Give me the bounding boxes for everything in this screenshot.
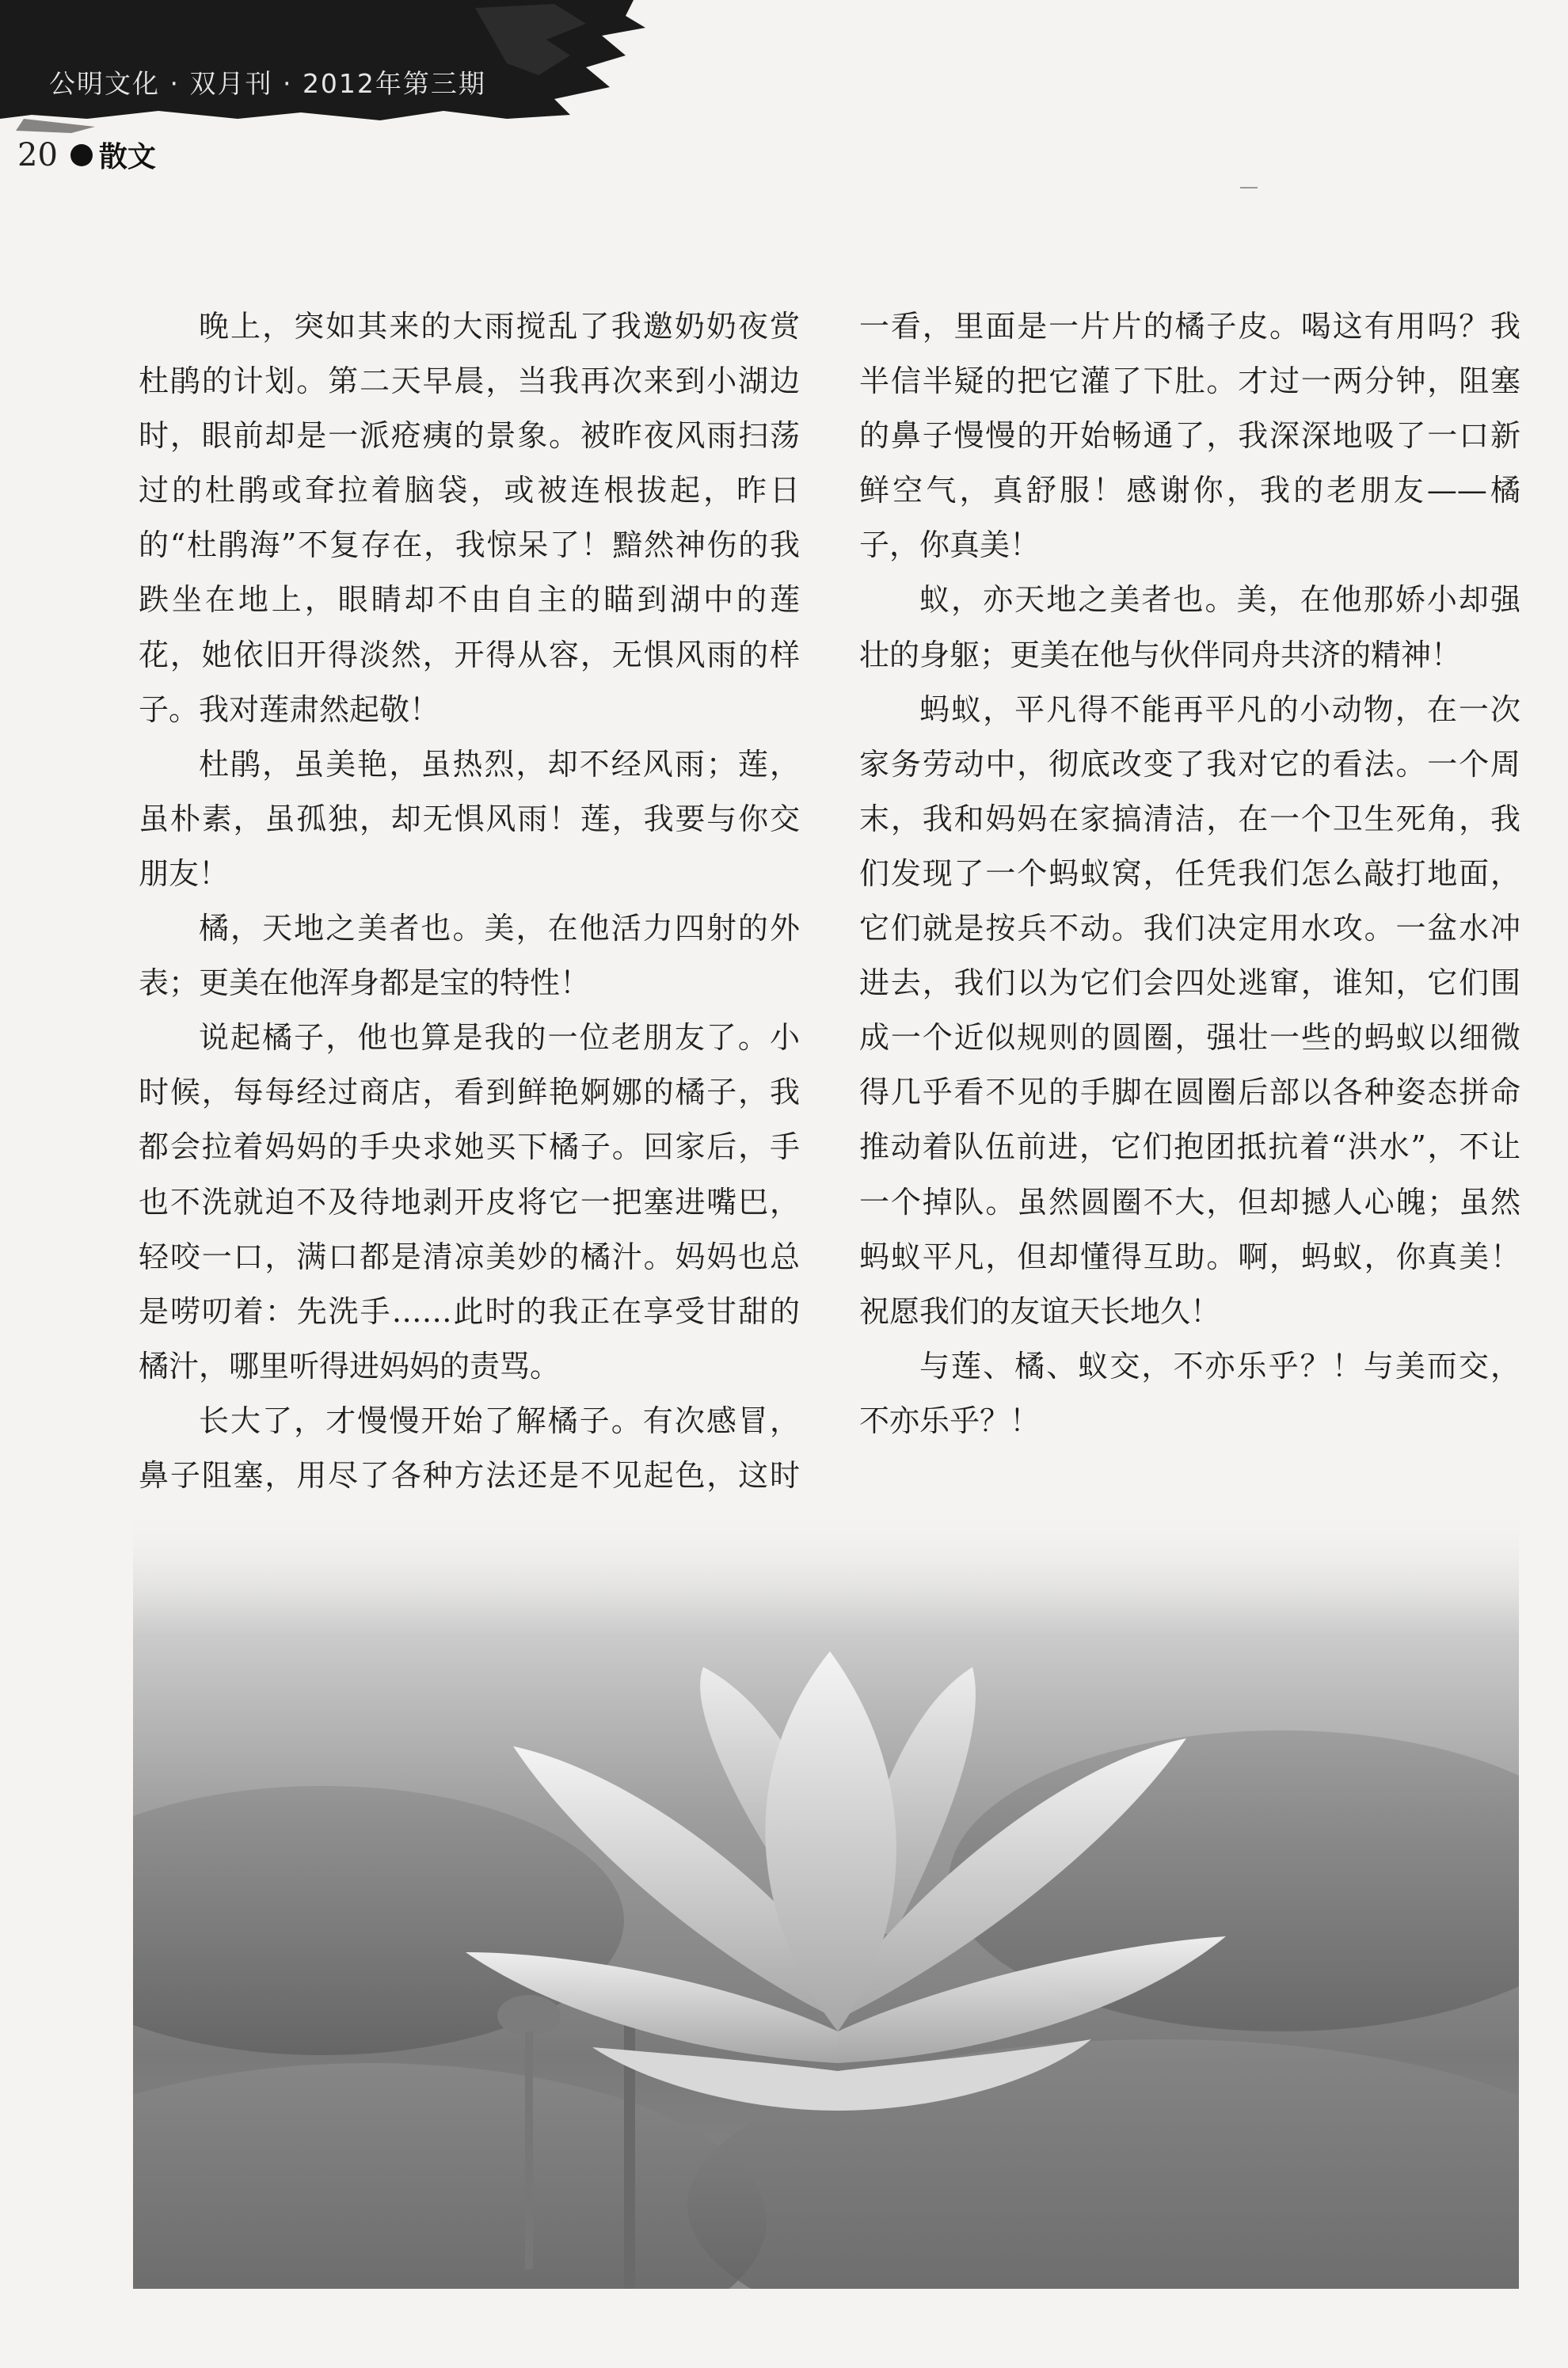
paragraph: 长大了，才慢慢开始了解橘子。有次感冒，鼻子阻塞，用尽了各种方法还是不见起色，这时 (139, 1403, 800, 1493)
lotus-flower-illustration (133, 1509, 1519, 2289)
left-text-column (139, 299, 800, 1558)
bullet-dot-icon (70, 144, 93, 166)
paragraph: 说起橘子，他也算是我的一位老朋友了。小时候，每每经过商店，看到鲜艳婀娜的橘子，我都会拉着妈妈的手央求她买下橘子。回家后，手也不洗就迫不及待地剥开皮将它一把塞进嘴巴，轻咬一口，满口都是清凉美妙的橘汁。妈妈也总是唠叨着：先洗手……此时的我正在享受甘甜的橘汁，哪里听得进妈妈的责骂。 (139, 1020, 800, 1384)
page-number: 20 (17, 136, 58, 173)
divider-mark (1240, 187, 1258, 188)
paragraph: 晚上，突如其来的大雨搅乱了我邀奶奶夜赏杜鹃的计划。第二天早晨，当我再次来到小湖边时，眼前却是一派疮痍的景象。被昨夜风雨扫荡过的杜鹃或耷拉着脑袋，或被连根拔起，昨日的“杜鹃海”不复存在，我惊呆了！黯然神伤的我跌坐在地上，眼睛却不由自主的瞄到湖中的莲花，她依旧开得淡然，开得从容，无惧风雨的样子。我对莲肃然起敬！ (139, 309, 800, 727)
paragraph-continued: 一看，里面是一片片的橘子皮。喝这有用吗？我半信半疑的把它灌了下肚。才过一两分钟，阻塞的鼻子慢慢的开始畅通了，我深深地吸了一口新鲜空气，真舒服！感谢你，我的老朋友——橘子，你真美！ (859, 309, 1520, 563)
section-name: 散文 (98, 141, 156, 173)
paragraph: 橘，天地之美者也。美，在他活力四射的外表；更美在他浑身都是宝的特性！ (139, 911, 800, 1001)
paragraph: 与莲、橘、蚁交，不亦乐乎？！与美而交，不亦乐乎？！ (859, 1348, 1520, 1438)
magazine-issue-line: 公明文化 · 双月刊 · 2012年第三期 (49, 68, 486, 99)
paragraph: 蚁，亦天地之美者也。美，在他那娇小却强壮的身躯；更美在他与伙伴同舟共济的精神！ (859, 582, 1520, 672)
paragraph: 杜鹃，虽美艳，虽热烈，却不经风雨；莲，虽朴素，虽孤独，却无惧风雨！莲，我要与你交朋友！ (139, 746, 800, 891)
header-ink-band (0, 0, 649, 135)
page-label (17, 135, 156, 175)
lotus-photo (133, 1509, 1519, 2289)
paragraph: 蚂蚁，平凡得不能再平凡的小动物，在一次家务劳动中，彻底改变了我对它的看法。一个周末，我和妈妈在家搞清洁，在一个卫生死角，我们发现了一个蚂蚁窝，任凭我们怎么敲打地面，它们就是按兵不动。我们决定用水攻。一盆水冲进去，我们以为它们会四处逃窜，谁知，它们围成一个近似规则的圆圈，强壮一些的蚂蚁以细微得几乎看不见的手脚在圆圈后部以各种姿态拼命推动着队伍前进，它们抱团抵抗着“洪水”，不让一个掉队。虽然圆圈不大，但却撼人心魄；虽然蚂蚁平凡，但却懂得互助。啊，蚂蚁，你真美！祝愿我们的友谊天长地久！ (859, 691, 1520, 1329)
right-text-column (859, 299, 1520, 1449)
